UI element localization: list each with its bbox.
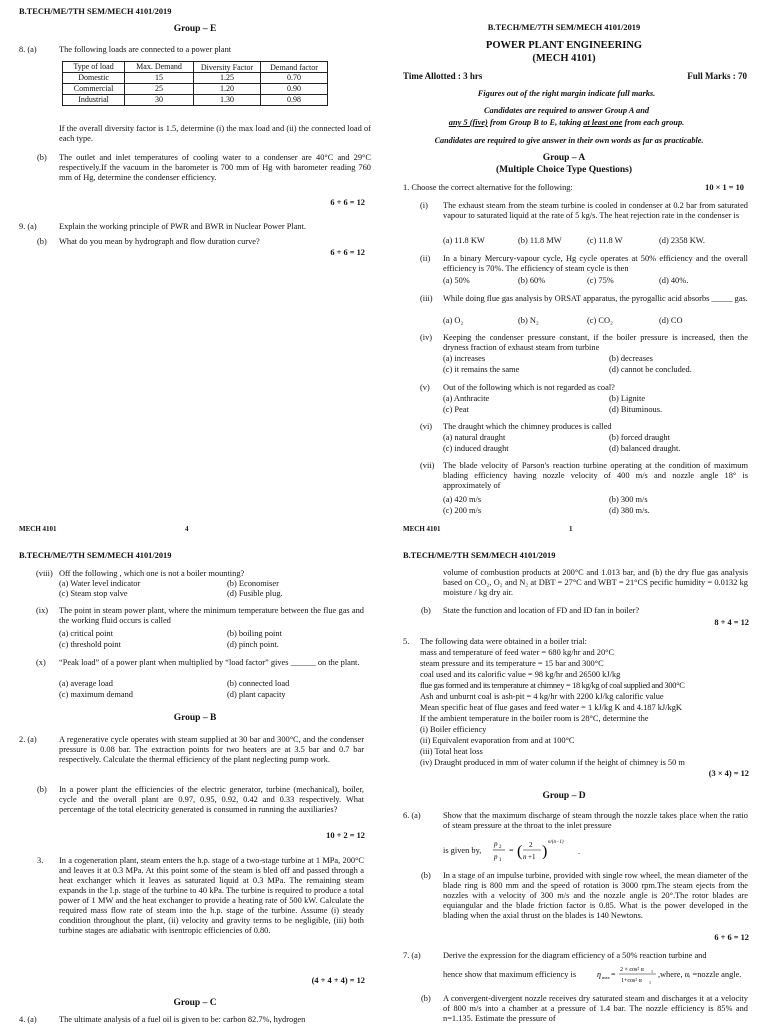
mcq-option: (a) 420 m/s bbox=[443, 495, 482, 504]
mcq-option: (d) balanced draught. bbox=[609, 444, 681, 453]
mcq-number: (vii) bbox=[420, 461, 435, 470]
mcq-text: In a binary Mercury-vapour cycle, Hg cycle operates at 50% efficiency and the overall efficiency is 70%. The efficiency of steam cycle is then bbox=[443, 254, 748, 273]
svg-text:2: 2 bbox=[529, 841, 533, 849]
mcq-option: (c) it remains the same bbox=[443, 365, 520, 374]
q5-line: Ash and unburnt coal is ash-pit = 4 kg/hr with 2200 kJ/kg calorific value bbox=[420, 692, 664, 701]
full-marks: Full Marks : 70 bbox=[687, 71, 747, 81]
mcq-option: (a) critical point bbox=[59, 629, 113, 638]
q4a-number: 4. (a) bbox=[19, 1015, 37, 1024]
mcq-option: (a) Anthracite bbox=[443, 394, 490, 403]
mcq-option: (a) 50% bbox=[443, 276, 470, 285]
mcq-option: (c) CO₂ bbox=[587, 316, 613, 325]
table-cell: Industrial bbox=[63, 95, 125, 106]
mcq-option: (d) pinch point. bbox=[227, 640, 279, 649]
mcq-option: (c) Steam stop valve bbox=[59, 589, 128, 598]
svg-text:2 × cos² α: 2 × cos² α bbox=[620, 967, 644, 973]
svg-text:): ) bbox=[542, 843, 548, 860]
table-cell: 1.30 bbox=[194, 95, 261, 106]
q2b-number: (b) bbox=[37, 785, 47, 794]
footer-code: MECH 4101 bbox=[403, 525, 441, 533]
paper-title: POWER PLANT ENGINEERING bbox=[485, 40, 643, 51]
q6b-text: In a stage of an impulse turbine, provided with single row wheel, the mean diameter of the blade ring is 800 mm and the speed of rotation is 3000 rpm.The steam ejects from the nozzles with a velocity of 300 m/s and the nozzle angle is 20°.The rotor blades are equiangular and the blade friction factor is 0.85. What is the power developed in the blading when the axial thrust on the blades is 140 Newtons. bbox=[443, 871, 748, 920]
mcq-option: (b) Economiser bbox=[227, 579, 279, 588]
q7b-number: (b) bbox=[421, 994, 431, 1003]
table-header-cell: Demand factor bbox=[261, 62, 328, 73]
q9b-number: (b) bbox=[37, 237, 47, 246]
instruction-3-part: from Group B to E, taking bbox=[487, 118, 584, 127]
mcq-option: (c) threshold point bbox=[59, 640, 121, 649]
q5-part: (i) Boiler efficiency bbox=[420, 725, 487, 734]
q4b-text: State the function and location of FD and ID fan in boiler? bbox=[443, 606, 640, 615]
mcq-text: While doing flue gas analysis by ORSAT apparatus, the pyrogallic acid absorbs _____ gas. bbox=[443, 294, 748, 303]
table-cell: 0.98 bbox=[261, 95, 328, 106]
mcq-text: The point in steam power plant, where the minimum temperature between the flue gas and the working fluid occurs is called bbox=[59, 606, 364, 625]
time-allotted: Time Allotted : 3 hrs bbox=[403, 71, 483, 81]
q8b-text: The outlet and inlet temperatures of cooling water to a condenser are 40°C and 29°C respectively.If the vacuum in the barometer is 700 mm of Hg with barometer reading 760 mm of Hg, determine the condenser efficiency. bbox=[59, 153, 371, 182]
mcq-number: (ii) bbox=[420, 254, 431, 263]
svg-text:1: 1 bbox=[651, 969, 653, 974]
q4a-continued: volume of combustion products at 200°C and 1.013 bar, and (b) the dry flue gas analysis based on CO₂, O₂ and N₂ at DBT = 27°C and WBT = 21°CS pecific humidity = 0.0132 kg moisture / kg dry air. bbox=[443, 568, 748, 597]
mcq-option: (b) forced draught bbox=[609, 433, 670, 442]
q8a-tail: If the overall diversity factor is 1.5, determine (i) the max load and (ii) the connected load of each type. bbox=[59, 124, 371, 143]
mcq-option: (a) 11.8 KW bbox=[443, 236, 485, 245]
table-cell: 1.20 bbox=[194, 84, 261, 95]
mcq-option: (a) O₂ bbox=[443, 316, 464, 325]
q3-marks: (4 + 4 + 4) = 12 bbox=[311, 976, 365, 985]
q6a-number: 6. (a) bbox=[403, 811, 421, 820]
svg-text:1+cos² α: 1+cos² α bbox=[621, 978, 642, 984]
table-header-cell: Type of load bbox=[63, 62, 125, 73]
group-b-title: Group – B bbox=[173, 713, 217, 723]
mcq-option: (d) 2358 KW. bbox=[659, 236, 705, 245]
q9a-number: 9. (a) bbox=[19, 222, 37, 231]
mcq-option: (a) average load bbox=[59, 679, 113, 688]
svg-text:1: 1 bbox=[499, 858, 502, 863]
mcq-option: (b) 11.8 MW bbox=[518, 236, 562, 245]
q5-part: (ii) Equivalent evaporation from and at 100°C bbox=[420, 736, 575, 745]
q4-marks: 8 + 4 = 12 bbox=[714, 618, 749, 627]
q3-number: 3. bbox=[37, 856, 44, 865]
q5-line: steam pressure and its temperature = 15 bar and 300°C bbox=[420, 659, 604, 668]
svg-text:,: , bbox=[658, 970, 660, 979]
page-header: B.TECH/ME/7TH SEM/MECH 4101/2019 bbox=[19, 7, 172, 16]
svg-text:=: = bbox=[611, 970, 616, 979]
table-cell: 1.25 bbox=[194, 73, 261, 84]
mcq-option: (b) decreases bbox=[609, 354, 653, 363]
svg-text:n: n bbox=[523, 853, 527, 861]
mcq-option: (b) 300 m/s bbox=[609, 495, 648, 504]
mcq-text: The exhaust steam from the steam turbine is cooled in condenser at 0.2 bar from saturated vapour to saturated liquid at the rate of 5 kg/s. The heat rejection rate in the condenser is bbox=[443, 201, 748, 220]
q8-marks: 6 + 6 = 12 bbox=[330, 198, 365, 207]
table-row bbox=[63, 84, 328, 95]
page-2 bbox=[0, 540, 384, 1024]
mcq-option: (a) natural draught bbox=[443, 433, 506, 442]
mcq-option: (d) plant capacity bbox=[227, 690, 286, 699]
q7a-text-3: where, αᵢ =nozzle angle. bbox=[660, 970, 742, 979]
svg-text:p: p bbox=[494, 840, 498, 848]
q2-marks: 10 + 2 = 12 bbox=[326, 831, 365, 840]
mcq-option: (d) 40%. bbox=[659, 276, 689, 285]
mcq-option: (d) Fusible plug. bbox=[227, 589, 283, 598]
page-header: B.TECH/ME/7TH SEM/MECH 4101/2019 bbox=[403, 551, 556, 560]
q4a-text: The ultimate analysis of a fuel oil is given to be: carbon 82.7%, hydrogen bbox=[59, 1015, 306, 1024]
table-cell: Domestic bbox=[63, 73, 125, 84]
mcq-option: (d) Bituminous. bbox=[609, 405, 663, 414]
q1-text: 1. Choose the correct alternative for the following: bbox=[403, 183, 573, 192]
q7a-text: Derive the expression for the diagram efficiency of a 50% reaction turbine and bbox=[443, 951, 707, 960]
q3-text: In a cogeneration plant, steam enters the h.p. stage of a two-stage turbine at 1 MPa, 200°C and leaves it at 0.3 MPa. At this point some of the steam is bled off and passed through a heat exchanger which it leaves as saturated liquid at 0.3 MPa. The remaining steam expands in the l.p. stage of the turbine to 40 kPa. The turbine is required to produce a total power of 1 MW and the heat exchanger to provide a heating rate of 500 kW. Calculate the required mass flow rate of steam into the h.p. stage of the turbine. Assume (i) steady condition throughout the plant, (ii) velocity and gravity terms to be negligible, (iii) both turbine stages are adiabatic with isentropic efficiencies of 0.80. bbox=[59, 856, 364, 935]
q5-part: (iv) Draught produced in mm of water column if the height of chimney is 50 m bbox=[420, 758, 685, 767]
load-table bbox=[62, 61, 328, 106]
paper-code: (MECH 4101) bbox=[532, 53, 596, 64]
mcq-option: (b) 60% bbox=[518, 276, 546, 285]
instruction-3 bbox=[404, 118, 729, 127]
q1-marks: 10 × 1 = 10 bbox=[705, 183, 744, 192]
q5-line: flue gas formed and its temperature at chimney = 18 kg/kg of coal supplied and 300°C bbox=[420, 681, 685, 690]
mcq-option: (c) induced draught bbox=[443, 444, 509, 453]
mcq-number: (vi) bbox=[420, 422, 433, 431]
q8a-text: The following loads are connected to a power plant bbox=[59, 45, 232, 54]
q9b-text: What do you mean by hydrograph and flow duration curve? bbox=[59, 237, 260, 246]
q5-line: mass and temperature of feed water = 680 kg/hr and 20°C bbox=[420, 648, 615, 657]
instruction-4: Candidates are required to give answer in their own words as far as practicable. bbox=[434, 136, 704, 145]
mcq-option: (b) boiling point bbox=[227, 629, 282, 638]
q6a-given: is given by, bbox=[443, 846, 482, 855]
mcq-option: (d) 380 m/s. bbox=[609, 506, 650, 515]
mcq-option: (c) Peat bbox=[443, 405, 469, 414]
q5-line: Mean specific heat of flue gases and feed water = 1 kJ/kg K and 4.187 kJ/kgK bbox=[420, 703, 682, 712]
mcq-number: (viii) bbox=[36, 569, 53, 578]
svg-text:p: p bbox=[494, 853, 498, 861]
svg-text:+1: +1 bbox=[528, 853, 536, 861]
svg-text:1: 1 bbox=[649, 980, 651, 985]
mcq-option: (a) Water level indicator bbox=[59, 579, 141, 588]
q7b-text: A convergent-divergent nozzle receives dry saturated steam and discharges it at a velocity of 800 m/s into a chamber at a pressure of 1.4 bar. The nozzle efficiency is 85% and n=1.135. Estimate the pressure of bbox=[443, 994, 748, 1023]
q5-marks: (3 × 4) = 12 bbox=[708, 769, 749, 778]
table-header-cell: Diversity Factor bbox=[194, 62, 261, 73]
footer-code: MECH 4101 bbox=[19, 525, 57, 533]
q8b-number: (b) bbox=[37, 153, 47, 162]
group-a-subtitle: (Multiple Choice Type Questions) bbox=[495, 165, 633, 175]
page-header: B.TECH/ME/7TH SEM/MECH 4101/2019 bbox=[487, 23, 641, 32]
table-row bbox=[63, 73, 328, 84]
mcq-option: (b) N₂ bbox=[518, 316, 539, 325]
q5-line: The following data were obtained in a boiler trial: bbox=[420, 637, 587, 646]
instruction-3-part: at least one bbox=[583, 118, 623, 127]
q2a-number: 2. (a) bbox=[19, 735, 37, 744]
page-header: B.TECH/ME/7TH SEM/MECH 4101/2019 bbox=[19, 551, 172, 560]
mcq-option: (c) 200 m/s bbox=[443, 506, 482, 515]
table-cell: Commercial bbox=[63, 84, 125, 95]
q6a-text: Show that the maximum discharge of steam through the nozzle takes place when the ratio of steam pressure at the throat to the inlet pressure bbox=[443, 811, 748, 830]
table-header-cell: Max. Demand bbox=[125, 62, 194, 73]
q7a-text-2: hence show that maximum efficiency is bbox=[443, 970, 577, 979]
table-row bbox=[63, 95, 328, 106]
table-header-row bbox=[63, 62, 328, 73]
mcq-text: “Peak load” of a power plant when multiplied by “load factor” gives ______ on the plant. bbox=[59, 658, 360, 667]
page-4 bbox=[0, 0, 384, 540]
mcq-option: (c) maximum demand bbox=[59, 690, 133, 699]
mcq-option: (d) CO bbox=[659, 316, 683, 325]
q5-number: 5. bbox=[403, 637, 410, 646]
q5-part: (iii) Total heat loss bbox=[420, 747, 483, 756]
q7a-number: 7. (a) bbox=[403, 951, 421, 960]
mcq-number: (i) bbox=[420, 201, 428, 210]
mcq-text: Out of the following which is not regarded as coal? bbox=[443, 383, 615, 392]
mcq-number: (iii) bbox=[420, 294, 433, 303]
q2a-text: A regenerative cycle operates with steam supplied at 30 bar and 300°C, and the condenser pressure is 0.08 bar. The extraction points for two heaters are at 3.5 bar and 0.7 bar respectively. Calculate the thermal efficiency of the plant neglecting pump work. bbox=[59, 735, 364, 764]
svg-text:(: ( bbox=[517, 843, 523, 860]
group-a-title: Group – A bbox=[542, 153, 586, 163]
mcq-text: The draught which the chimney produces is called bbox=[443, 422, 612, 431]
pressure-ratio-formula bbox=[492, 835, 602, 865]
mcq-text: Off the following , which one is not a boiler mounting? bbox=[59, 569, 245, 578]
group-e-title: Group – E bbox=[173, 24, 217, 34]
svg-text:η: η bbox=[597, 970, 601, 979]
svg-text:=: = bbox=[509, 846, 514, 855]
mcq-text: The blade velocity of Parson's reaction turbine operating at the condition of maximum blading efficiency having nozzle velocity of 400 m/s and nozzle angle 18° is approximately of bbox=[443, 461, 748, 490]
instruction-2: Candidates are required to answer Group A and bbox=[483, 106, 650, 115]
mcq-text: Keeping the condenser pressure constant, if the boiler pressure is increased, then the dryness fraction of exhaust steam from turbine bbox=[443, 333, 748, 352]
table-cell: 15 bbox=[125, 73, 194, 84]
table-cell: 30 bbox=[125, 95, 194, 106]
group-d-title: Group – D bbox=[542, 791, 586, 801]
page-number: 4 bbox=[185, 525, 189, 533]
mcq-number: (x) bbox=[36, 658, 46, 667]
svg-text:2: 2 bbox=[499, 845, 502, 850]
mcq-option: (b) Lignite bbox=[609, 394, 646, 403]
page-1 bbox=[384, 0, 768, 540]
svg-text:.: . bbox=[578, 847, 580, 856]
q5-line: coal used and its calorific value = 98 kg/hr and 26500 kJ/kg bbox=[420, 670, 621, 679]
group-c-title: Group – C bbox=[173, 998, 217, 1008]
page-3 bbox=[384, 540, 768, 1024]
page-number: 1 bbox=[569, 525, 573, 533]
mcq-option: (c) 75% bbox=[587, 276, 614, 285]
mcq-option: (d) cannot be concluded. bbox=[609, 365, 692, 374]
q9a-text: Explain the working principle of PWR and BWR in Nuclear Power Plant. bbox=[59, 222, 307, 231]
mcq-number: (ix) bbox=[36, 606, 49, 615]
svg-text:n/(n−1): n/(n−1) bbox=[548, 840, 564, 845]
mcq-option: (c) 11.8 W bbox=[587, 236, 623, 245]
mcq-option: (b) connected load bbox=[227, 679, 290, 688]
table-cell: 25 bbox=[125, 84, 194, 95]
q8a-number: 8. (a) bbox=[19, 45, 37, 54]
q4b-number: (b) bbox=[421, 606, 431, 615]
instruction-3-part: any 5 (five) bbox=[448, 118, 488, 127]
table-cell: 0.70 bbox=[261, 73, 328, 84]
mcq-option: (a) increases bbox=[443, 354, 486, 363]
svg-text:max: max bbox=[602, 975, 610, 980]
instruction-3-part: from each group. bbox=[622, 118, 685, 127]
q6b-number: (b) bbox=[421, 871, 431, 880]
q9-marks: 6 + 6 = 12 bbox=[330, 248, 365, 257]
q2b-text: In a power plant the efficiencies of the electric generator, turbine (mechanical), boiler, cycle and the overall plant are 0.97, 0.95, 0.92, 0.42 and 0.33 respectively. What percentage of the total electricity generated is consumed in running the auxiliaries? bbox=[59, 785, 364, 814]
table-cell: 0.90 bbox=[261, 84, 328, 95]
q6-marks: 6 + 6 = 12 bbox=[714, 933, 749, 942]
q5-line: If the ambient temperature in the boiler room is 28°C, determine the bbox=[420, 714, 649, 723]
mcq-number: (iv) bbox=[420, 333, 433, 342]
mcq-number: (v) bbox=[420, 383, 430, 392]
instruction-1: Figures out of the right margin indicate full marks. bbox=[477, 89, 656, 98]
